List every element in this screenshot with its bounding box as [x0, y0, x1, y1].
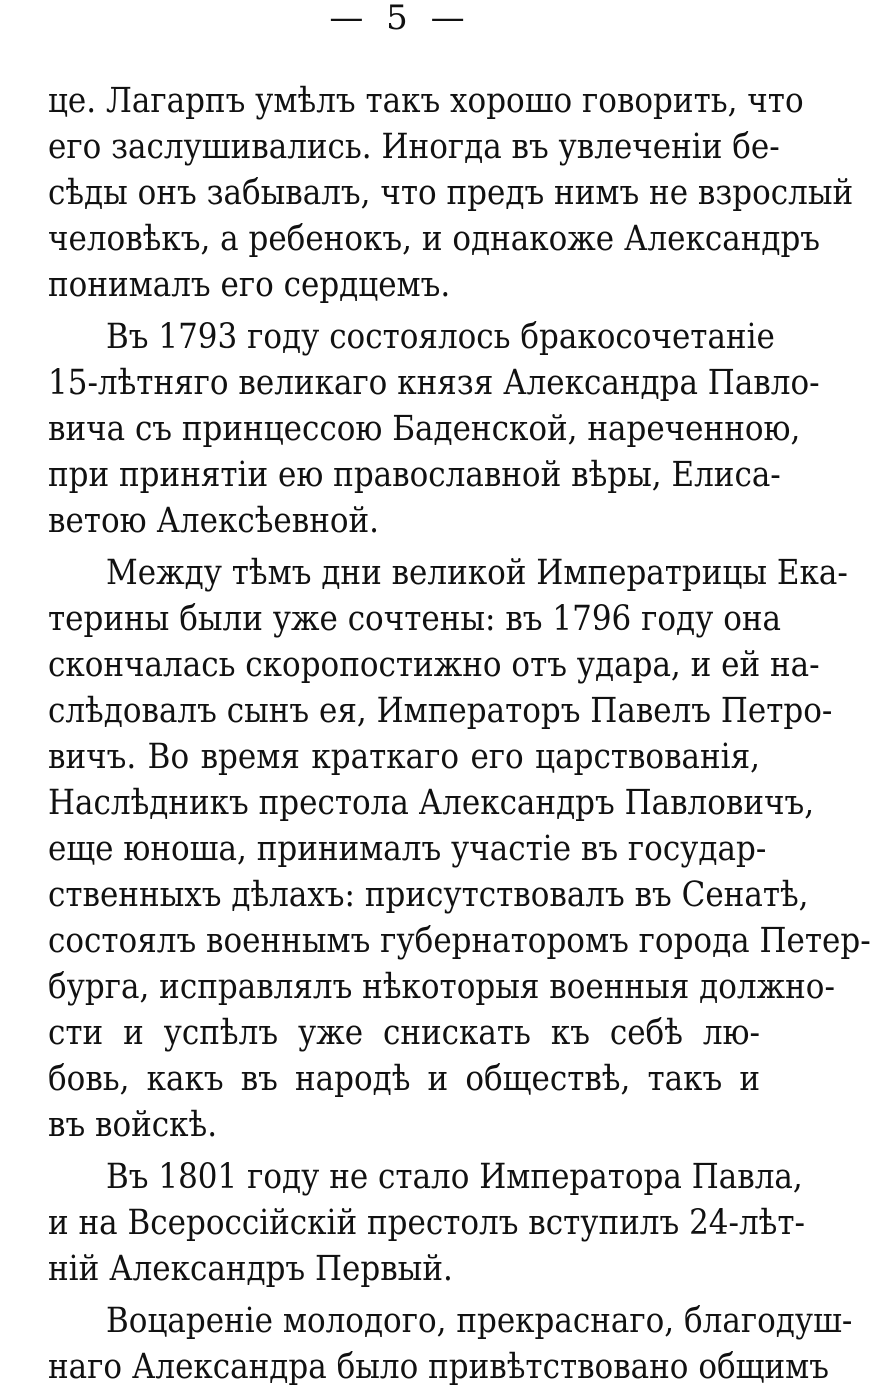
text-line: еще юноша, принималъ участіе въ государ-: [48, 828, 767, 870]
text-line: ственныхъ дѣлахъ: присутствовалъ въ Сенатѣ,: [48, 874, 809, 916]
text-line: Наслѣдникъ престола Александръ Павловичъ,: [48, 782, 815, 824]
text-line: понималъ его сердцемъ.: [48, 264, 451, 306]
body-text: [48, 78, 871, 1396]
text-line: вича съ принцессою Баденской, нареченною,: [48, 408, 801, 450]
text-line: терины были уже сочтены: въ 1796 году она: [48, 598, 782, 640]
text-line: скончалась скоропостижно отъ удара, и ей на-: [48, 644, 820, 686]
text-line: Въ 1801 году не стало Императора Павла,: [106, 1156, 803, 1198]
text-line: въ войскѣ.: [48, 1104, 218, 1146]
page-number: — 5 —: [329, 0, 471, 38]
text-line: сѣды онъ забывалъ, что предъ нимъ не взрослый: [48, 172, 854, 214]
text-line: Воцареніе молодого, прекраснаго, благодуш-: [106, 1300, 853, 1342]
text-line: при принятіи ею православной вѣры, Елиса-: [48, 454, 781, 496]
paragraph-5: [48, 1298, 853, 1390]
text-line: сти и успѣлъ уже снискать къ себѣ лю-: [48, 1012, 760, 1054]
text-line: вичъ. Во время краткаго его царствованія,: [48, 736, 760, 778]
text-line: и на Всероссійскій престолъ вступилъ 24-лѣт-: [48, 1202, 806, 1244]
text-line: наго Александра было привѣтствовано общимъ: [48, 1346, 829, 1388]
text-line: Между тѣмъ дни великой Императрицы Ека-: [106, 552, 848, 594]
text-line: бурга, исправлялъ нѣкоторыя военныя должно-: [48, 966, 835, 1008]
text-line: состоялъ военнымъ губернаторомъ города Петер-: [48, 920, 871, 962]
text-line: Въ 1793 году состоялось бракосочетаніе: [106, 316, 775, 358]
text-line: его заслушивались. Иногда въ увлеченіи бе-: [48, 126, 780, 168]
text-line: человѣкъ, а ребенокъ, и однакоже Александръ: [48, 218, 821, 260]
text-line: ветою Алексѣевной.: [48, 500, 380, 542]
paragraph-4: [48, 1154, 806, 1292]
paragraph-2: [48, 314, 820, 544]
paragraph-1: [48, 78, 854, 308]
text-line: слѣдовалъ сынъ ея, Императоръ Павелъ Петро-: [48, 690, 833, 732]
text-line: бовь, какъ въ народѣ и обществѣ, такъ и: [48, 1058, 760, 1100]
paragraph-3: [48, 550, 871, 1148]
text-line: це. Лагарпъ умѣлъ такъ хорошо говорить, что: [48, 80, 804, 122]
text-line: ній Александръ Первый.: [48, 1248, 453, 1290]
text-line: 15-лѣтняго великаго князя Александра Павло-: [48, 362, 820, 404]
